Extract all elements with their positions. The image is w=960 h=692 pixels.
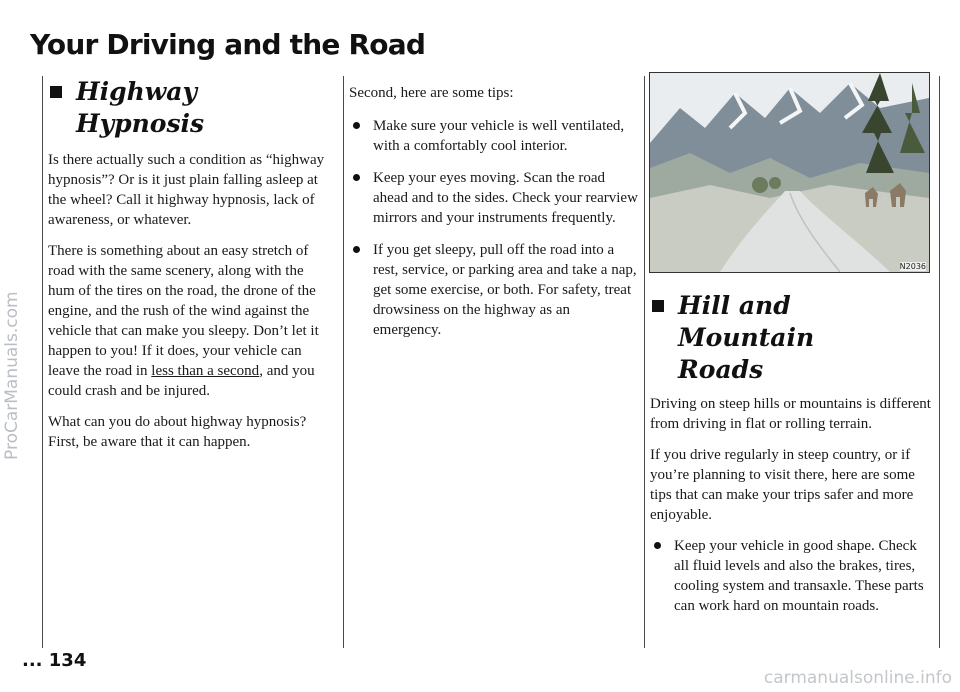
paragraph: What can you do about highway hypnosis? First, be aware that it can happen. <box>48 414 307 450</box>
bullet-icon <box>353 246 360 253</box>
heading-text: Highway Hypnosis <box>76 77 205 138</box>
tips-intro: Second, here are some tips: <box>349 85 514 101</box>
column-divider-far-right <box>939 76 940 648</box>
highway-hypnosis-heading <box>48 76 333 140</box>
bottom-watermark: carmanualsonline.info <box>763 668 952 688</box>
bullet-icon <box>353 122 360 129</box>
underlined-emphasis: less than a second <box>151 363 260 379</box>
list-item <box>349 240 639 340</box>
square-bullet-icon <box>652 300 664 312</box>
side-watermark: ProCarManuals.com <box>2 291 22 460</box>
column-divider-left <box>42 76 43 648</box>
list-item-text: If you get sleepy, pull off the road into a rest, service, or parking area and take a nap, get some exercise, or both. For safety, treat drowsiness on the highway as an emergency. <box>373 242 637 338</box>
hill-mountain-column <box>650 290 932 628</box>
mountain-road-illustration <box>649 72 930 273</box>
bullet-icon <box>353 174 360 181</box>
list-item-text: Keep your vehicle in good shape. Check all fluid levels and also the brakes, tires, cooling system and transaxle. These parts can work hard on mountain roads. <box>674 538 924 614</box>
list-item <box>650 536 932 616</box>
highway-hypnosis-column <box>48 76 333 463</box>
bullet-icon <box>654 542 661 549</box>
heading-line: Roads <box>678 355 764 384</box>
paragraph: Driving on steep hills or mountains is different from driving in flat or rolling terrain. <box>650 396 931 432</box>
column-divider-right <box>644 76 645 648</box>
hill-mountain-heading <box>650 290 932 386</box>
paragraph <box>48 241 333 401</box>
mountain-tips-list <box>650 536 932 616</box>
mountain-road-image <box>650 73 929 272</box>
heading-text <box>678 290 932 386</box>
square-bullet-icon <box>50 86 62 98</box>
tips-column <box>349 83 639 352</box>
figure-code: N2036 <box>899 262 926 271</box>
text-span: , and you could crash and be injured. <box>48 363 315 399</box>
column-divider-middle <box>343 76 344 648</box>
heading-line: Hill and Mountain <box>678 291 815 352</box>
list-item-text: Keep your eyes moving. Scan the road ahead and to the sides. Check your rearview mirrors and your instruments frequently. <box>373 170 638 226</box>
page-number: ... 134 <box>22 650 87 671</box>
text-span: There is something about an easy stretch of road with the same scenery, along with the hum of the tires on the road, the drone of the engine, and the rush of the wind against the vehicle that can make you sleepy. Don’t let it happen to you! If it does, your vehicle can leave the road in <box>48 243 319 379</box>
list-item <box>349 168 639 228</box>
tips-list <box>349 116 639 340</box>
page-title: Your Driving and the Road <box>30 28 426 61</box>
paragraph: If you drive regularly in steep country, or if you’re planning to visit there, here are some tips that can make your trips safer and more enjoyable. <box>650 447 915 523</box>
list-item <box>349 116 639 156</box>
list-item-text: Make sure your vehicle is well ventilated, with a comfortably cool interior. <box>373 118 625 154</box>
paragraph: Is there actually such a condition as “highway hypnosis”? Or is it just plain falling asleep at the wheel? Call it highway hypnosis, lack of awareness, or whatever. <box>48 152 325 228</box>
